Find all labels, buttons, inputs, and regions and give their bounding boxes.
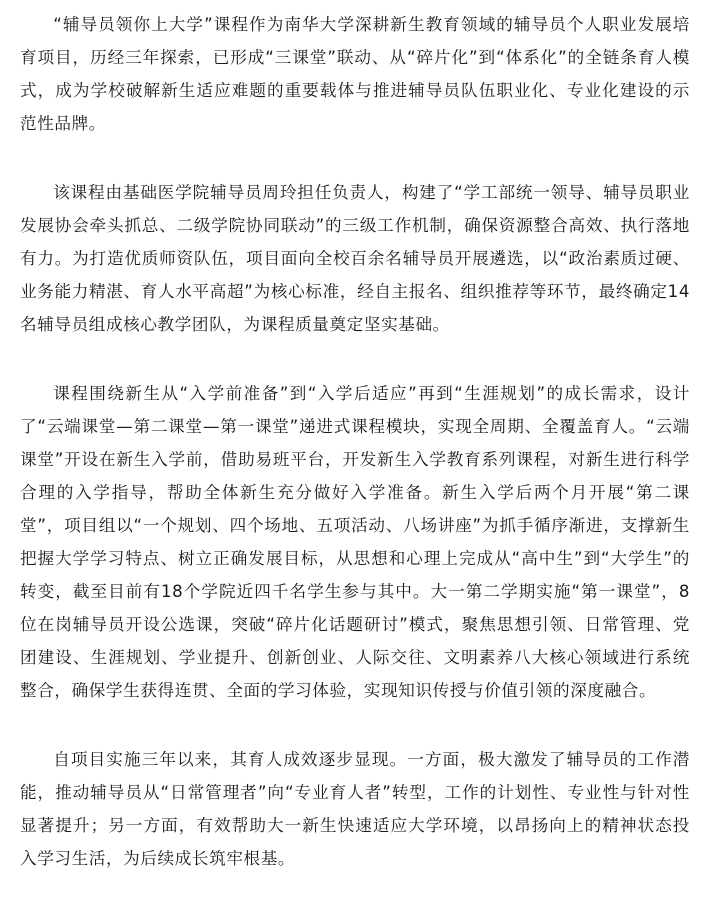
paragraph-intro: “辅导员领你上大学”课程作为南华大学深耕新生教育领域的辅导员个人职业发展培育项目，历经三年探索，已形成“三课堂”联动、从“碎片化”到“体系化”的全链条育人模式，成为学校破解新生适应难题的重要载体与推进辅导员队伍职业化、专业化建设的示范性品牌。 [20,15,690,133]
paragraph-outcomes: 自项目实施三年以来，其育人成效逐步显现。一方面，极大激发了辅导员的工作潜能，推动辅导员从“日常管理者”向“专业育人者”转型，工作的计划性、专业性与针对性显著提升；另一方面，有效帮助大一新生快速适应大学环境，以昂扬向上的精神状态投入学习生活，为后续成长筑牢根基。 [20,750,690,868]
article-body [20,8,690,911]
paragraph-mechanism: 该课程由基础医学院辅导员周玲担任负责人，构建了“学工部统一领导、辅导员职业发展协会牵头抓总、二级学院协同联动”的三级工作机制，确保资源整合高效、执行落地有力。为打造优质师资队伍，项目面向全校百余名辅导员开展遴选，以“政治素质过硬、业务能力精湛、育人水平高超”为核心标准，经自主报名、组织推荐等环节，最终确定14名辅导员组成核心教学团队，为课程质量奠定坚实基础。 [20,183,690,334]
paragraph-curriculum: 课程围绕新生从“入学前准备”到“入学后适应”再到“生涯规划”的成长需求，设计了“云端课堂—第二课堂—第一课堂”递进式课程模块，实现全周期、全覆盖育人。“云端课堂”开设在新生入学前，借助易班平台，开发新生入学教育系列课程，对新生进行科学合理的入学指导，帮助全体新生充分做好入学准备。新生入学后两个月开展“第二课堂”，项目组以“一个规划、四个场地、五项活动、八场讲座”为抓手循序渐进，支撑新生把握大学学习特点、树立正确发展目标，从思想和心理上完成从“高中生”到“大学生”的转变，截至目前有18个学院近四千名学生参与其中。大一第二学期实施“第一课堂”，8位在岗辅导员开设公选课，突破“碎片化话题研讨”模式，聚焦思想引领、日常管理、党团建设、生涯规划、学业提升、创新创业、人际交往、文明素养八大核心领域进行系统整合，确保学生获得连贯、全面的学习体验，实现知识传授与价值引领的深度融合。 [20,384,690,700]
